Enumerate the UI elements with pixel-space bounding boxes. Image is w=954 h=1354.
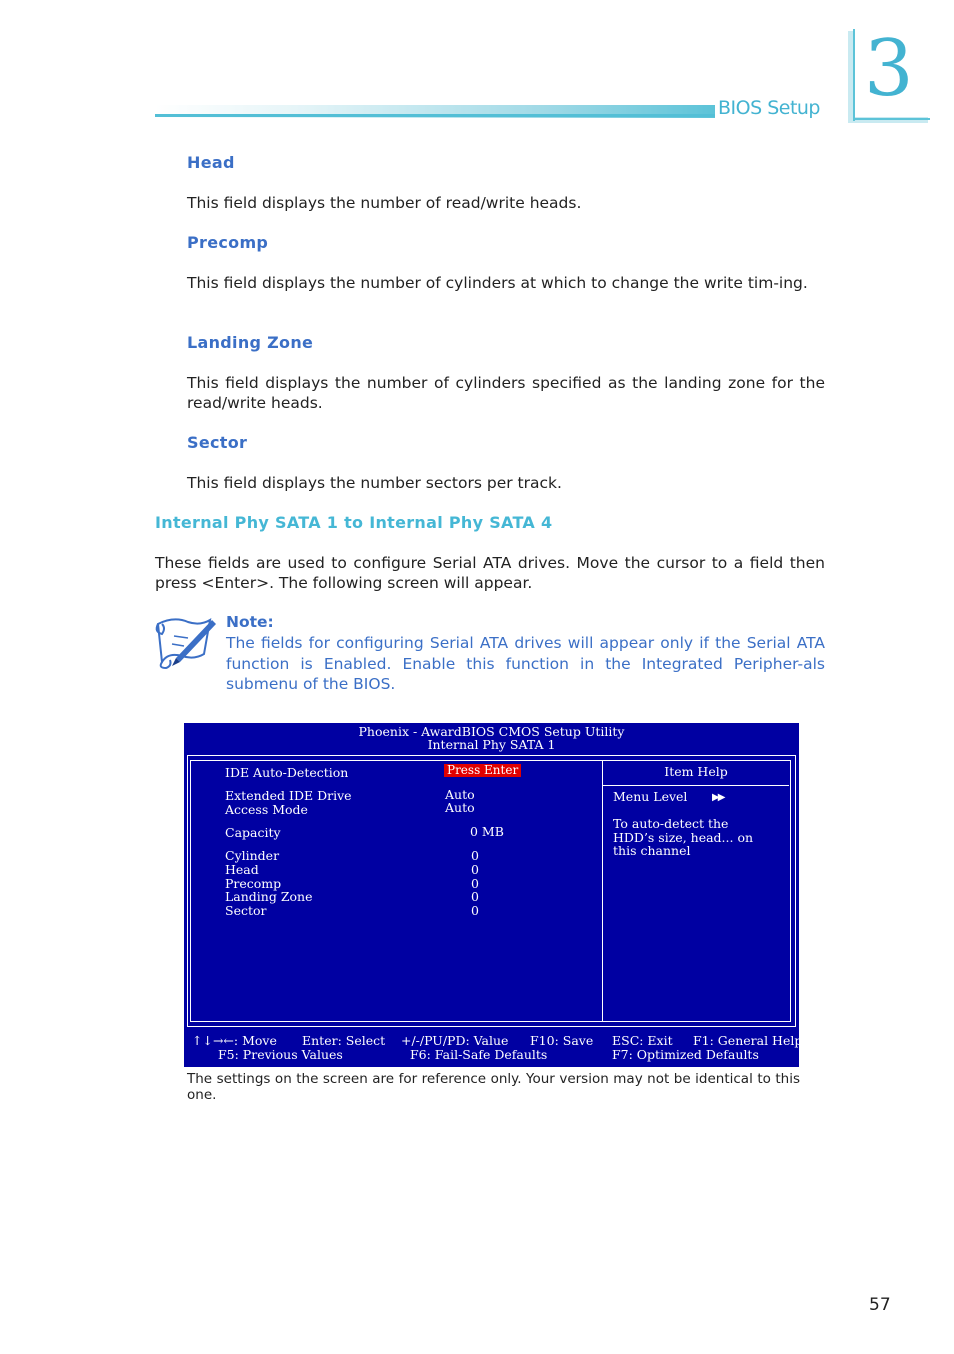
- chapter-box-hline: [853, 118, 930, 120]
- bios-footer-help: F1: General Help: [693, 1033, 803, 1048]
- landing-zone-text: This field displays the number of cylinders specified as the landing zone for the read/write heads.: [187, 374, 825, 412]
- bios-menu-level: Menu Level: [613, 789, 688, 804]
- page-number: 57: [869, 1295, 891, 1315]
- precomp-text: This field displays the number of cylinders at which to change the write tim-ing.: [187, 274, 808, 292]
- chapter-box-vline: [853, 29, 855, 121]
- bios-footer-optimized: F7: Optimized Defaults: [612, 1047, 759, 1062]
- bios-footer-failsafe: F6: Fail-Safe Defaults: [410, 1047, 548, 1062]
- bios-title-2: Internal Phy SATA 1: [427, 737, 556, 752]
- bios-precomp-value: 0: [471, 876, 479, 891]
- bios-footer-exit: ESC: Exit: [612, 1033, 673, 1048]
- bios-help-divider: [602, 760, 603, 1022]
- bios-footer-value: +/-/PU/PD: Value: [401, 1033, 509, 1048]
- bios-access-mode-value[interactable]: Auto: [445, 800, 475, 815]
- bios-footer-enter: Enter: Select: [302, 1033, 386, 1048]
- bios-cylinder-label: Cylinder: [225, 848, 280, 863]
- bios-ext-drive-label: Extended IDE Drive: [225, 788, 352, 803]
- bios-landing-label: Landing Zone: [225, 889, 313, 904]
- bios-footer-prev: F5: Previous Values: [218, 1047, 343, 1062]
- bios-press-enter-option[interactable]: Press Enter: [444, 764, 521, 777]
- bios-sector-value: 0: [471, 903, 479, 918]
- precomp-heading: Precomp: [187, 233, 269, 252]
- bios-help-title-rule: [603, 785, 789, 786]
- header-rule: [155, 114, 715, 117]
- bios-help-line-3: this channel: [613, 843, 691, 858]
- bios-capacity-value: 0 MB: [470, 824, 504, 839]
- bios-access-mode-label: Access Mode: [225, 802, 308, 817]
- head-heading: Head: [187, 153, 235, 172]
- bios-precomp-label: Precomp: [225, 876, 282, 891]
- head-text: This field displays the number of read/write heads.: [187, 194, 582, 212]
- bios-capacity-label: Capacity: [225, 825, 281, 840]
- chapter-number: 3: [864, 24, 914, 114]
- bios-footer-save: F10: Save: [530, 1033, 594, 1048]
- bios-help-line-2: HDD’s size, head... on: [613, 830, 754, 845]
- section-title: BIOS Setup: [718, 97, 820, 119]
- bios-help-line-1: To auto-detect the: [613, 816, 729, 831]
- bios-item-help-title: Item Help: [664, 764, 728, 779]
- bios-screen: [184, 723, 803, 1067]
- bios-head-label: Head: [225, 862, 259, 877]
- sector-text: This field displays the number sectors per track.: [187, 474, 562, 492]
- landing-zone-heading: Landing Zone: [187, 333, 314, 352]
- bios-footer-move: ↑↓→←: Move: [192, 1033, 277, 1048]
- sata-heading: Internal Phy SATA 1 to Internal Phy SATA 4: [155, 513, 553, 532]
- bios-sector-label: Sector: [225, 903, 267, 918]
- note-pen-icon: [154, 614, 218, 670]
- screen-caption: The settings on the screen are for reference only. Your version may not be identical to this one.: [187, 1071, 800, 1103]
- bios-cylinder-value: 0: [471, 848, 479, 863]
- bios-ext-drive-value[interactable]: Auto: [445, 787, 475, 802]
- sector-heading: Sector: [187, 433, 248, 452]
- bios-landing-value: 0: [471, 889, 479, 904]
- sata-text: These fields are used to configure Serial ATA drives. Move the cursor to a field then press <Enter>. The following screen will appear.: [155, 554, 825, 592]
- note-heading: Note:: [226, 613, 274, 631]
- bios-title-1: Phoenix - AwardBIOS CMOS Setup Utility: [358, 724, 625, 739]
- bios-menu-level-arrows-icon: ▶▶: [712, 792, 724, 803]
- bios-head-value: 0: [471, 862, 479, 877]
- bios-ide-auto-label: IDE Auto-Detection: [225, 765, 349, 780]
- note-text: The fields for configuring Serial ATA drives will appear only if the Serial ATA function is Enabled. Enable this function in the Integrated Peripher-als submenu of the BIOS.: [226, 634, 825, 693]
